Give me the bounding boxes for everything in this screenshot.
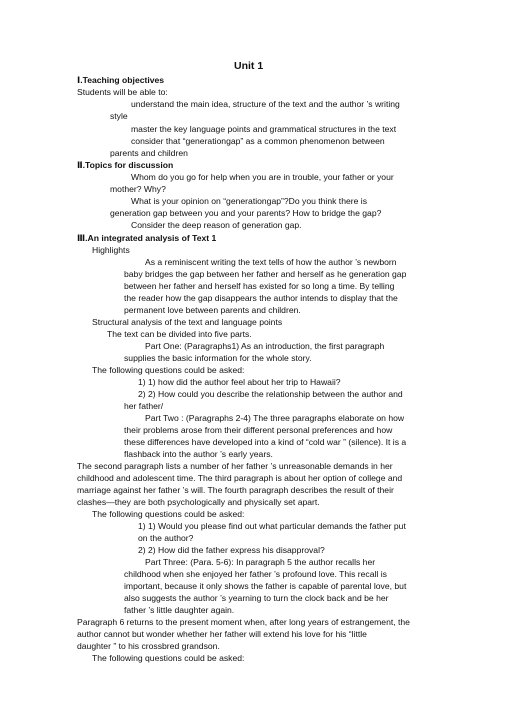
text-line: Paragraph 6 returns to the present moment when, after long years of estrangement, the: [77, 617, 410, 627]
text-line: Part Three: (Para. 5-6): In paragraph 5 the author recalls her: [145, 557, 376, 567]
text-line: flashback into the author ’s early years.: [124, 449, 273, 459]
section-heading-teaching-objectives: Ⅰ.Teaching objectives: [77, 75, 165, 85]
text-line: Structural analysis of the text and language points: [92, 317, 283, 327]
text-line: Consider the deep reason of generation gap.: [131, 220, 302, 230]
text-line: childhood and adolescent time. The third paragraph is about her option of college and: [77, 473, 403, 483]
text-line: Students will be able to:: [77, 87, 168, 97]
page-title: Unit 1: [234, 60, 264, 72]
text-line: understand the main idea, structure of the text and the author ’s writing: [131, 99, 400, 109]
section-heading-topics: Ⅱ.Topics for discussion: [77, 160, 174, 170]
text-line: author cannot but wonder whether her father will extend his love for his “little: [77, 629, 367, 639]
text-line: style: [110, 111, 128, 121]
text-line: these differences have developed into a kind of “cold war ” (silence). It is a: [124, 437, 407, 447]
text-line: supplies the basic information for the whole story.: [124, 353, 312, 363]
text-line: marriage against her father ’s will. The fourth paragraph describes the result of their: [77, 485, 394, 495]
text-line: consider that “generationgap” as a common phenomenon between: [131, 136, 385, 146]
text-line: between her father and herself has existed for so long a time. By telling: [124, 281, 395, 291]
text-line: childhood when she enjoyed her father ’s profound love. This recall is: [124, 569, 387, 579]
text-line: Highlights: [92, 245, 130, 255]
text-line: The second paragraph lists a number of her father ’s unreasonable demands in her: [77, 461, 393, 471]
text-line: What is your opinion on “generationgap”?Do you think there is: [131, 196, 367, 206]
text-line: father ’s little daughter again.: [124, 605, 235, 615]
text-line: permanent love between parents and children.: [124, 305, 301, 315]
text-line: Whom do you go for help when you are in trouble, your father or your: [131, 172, 394, 182]
text-line: the reader how the gap disappears the author intends to display that the: [124, 293, 398, 303]
text-line: daughter ” to his crossbred grandson.: [77, 641, 220, 651]
text-line: 2) 2) How could you describe the relationship between the author and: [138, 389, 403, 399]
text-line: Part One: (Paragraphs1) As an introduction, the first paragraph: [145, 341, 385, 351]
text-line: generation gap between you and your parents? How to bridge the gap?: [110, 208, 382, 218]
text-line: also suggests the author ’s yearning to turn the clock back and be her: [124, 593, 389, 603]
text-line: on the author?: [138, 533, 194, 543]
section-heading-analysis: Ⅲ.An integrated analysis of Text 1: [77, 233, 217, 243]
text-line: parents and children: [110, 148, 188, 158]
text-line: The following questions could be asked:: [92, 365, 245, 375]
text-line: master the key language points and grammatical structures in the text: [131, 124, 397, 134]
text-line: her father/: [124, 401, 164, 411]
text-line: 2) 2) How did the father express his disapproval?: [138, 545, 325, 555]
text-line: As a reminiscent writing the text tells of how the author ’s newborn: [145, 257, 397, 267]
text-line: clashes—they are both psychologically and physically set apart.: [77, 497, 320, 507]
text-line: The following questions could be asked:: [92, 653, 245, 663]
text-line: Part Two : (Paragraphs 2-4) The three paragraphs elaborate on how: [145, 413, 405, 423]
text-line: The following questions could be asked:: [92, 509, 245, 519]
text-line: baby bridges the gap between her father and herself as he generation gap: [124, 269, 407, 279]
text-line: mother? Why?: [110, 184, 166, 194]
text-line: important, because it only shows the father is capable of parental love, but: [124, 581, 407, 591]
text-line: their problems arose from their different personal preferences and how: [124, 425, 393, 435]
text-line: The text can be divided into five parts.: [107, 329, 252, 339]
text-line: 1) 1) how did the author feel about her trip to Hawaii?: [138, 377, 341, 387]
text-line: 1) 1) Would you please find out what particular demands the father put: [138, 521, 406, 531]
